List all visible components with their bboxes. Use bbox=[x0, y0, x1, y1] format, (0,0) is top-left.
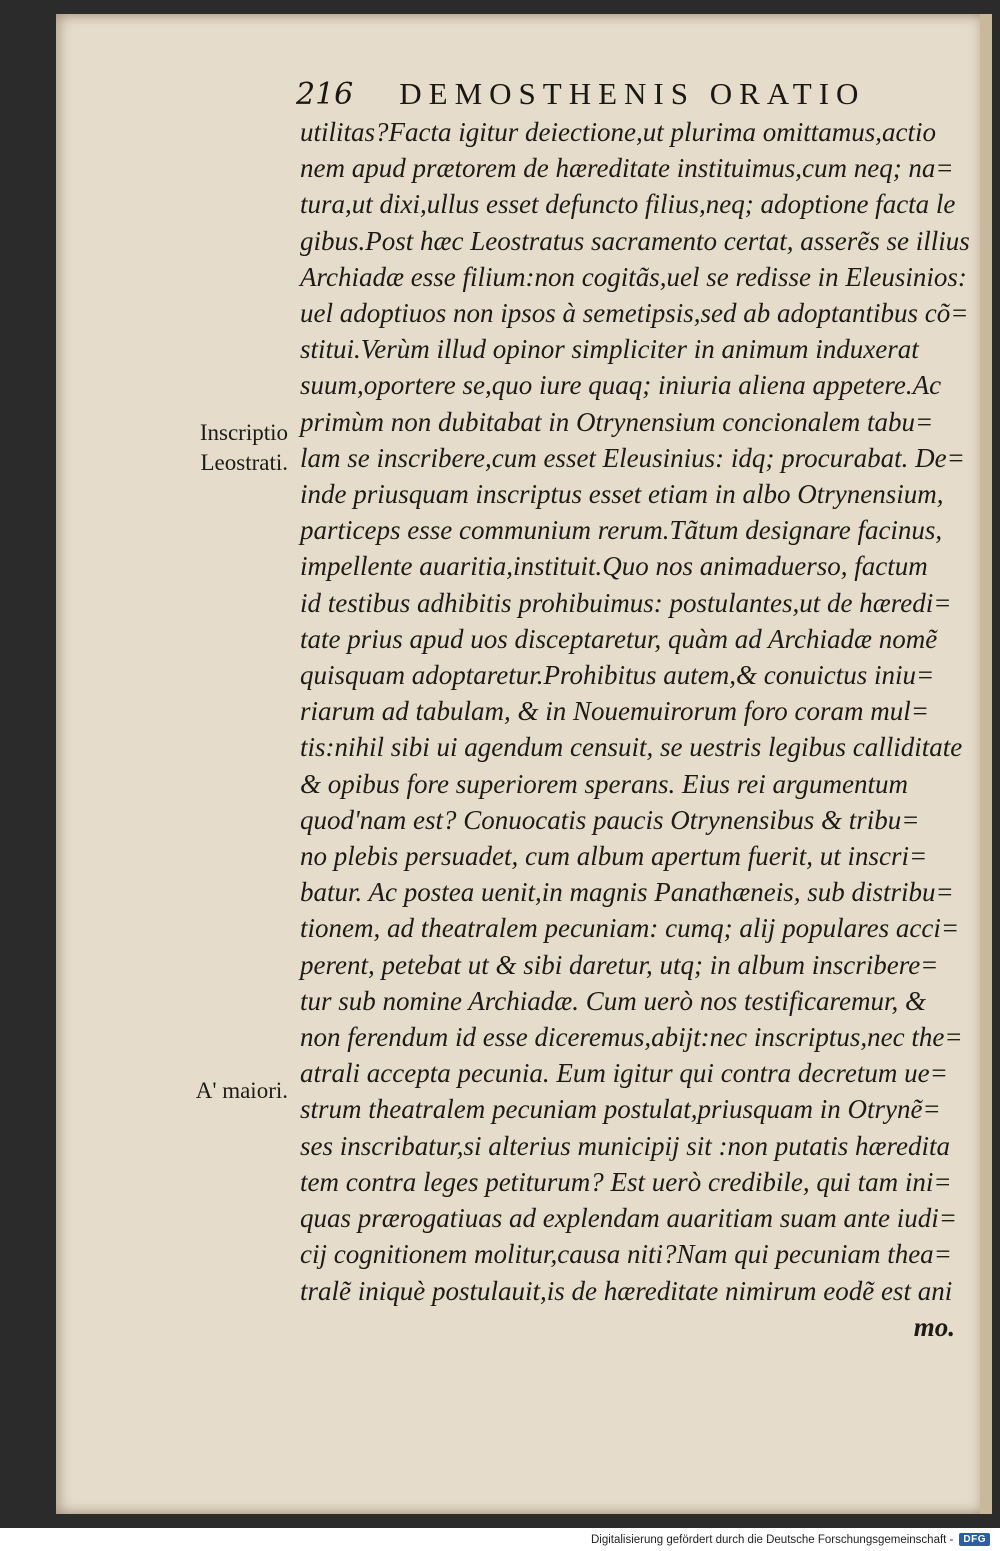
margin-note-a-maiori: A' maiori. bbox=[195, 1078, 288, 1103]
text-line: tur sub nomine Archiadæ. Cum uerò nos testificaremur, & bbox=[300, 985, 926, 1016]
text-line: tem contra leges petiturum? Est uerò credibile, qui tam ini= bbox=[300, 1166, 952, 1197]
running-header bbox=[296, 76, 896, 116]
margin-note-line: Leostrati. bbox=[200, 450, 288, 475]
text-line: ses inscribatur,si alterius municipij sit :non putatis hæredita bbox=[300, 1130, 951, 1161]
footer-credit: Digitalisierung gefördert durch die Deutsche Forschungsgemeinschaft - bbox=[590, 1533, 954, 1546]
text-line: tate prius apud uos disceptaretur, quàm ad Archiadæ nomẽ bbox=[300, 623, 938, 654]
text-line: batur. Ac postea uenit,in magnis Panathæneis, sub distribu= bbox=[300, 877, 954, 908]
text-line: cij cognitionem molitur,causa niti?Nam qui pecuniam thea= bbox=[300, 1239, 952, 1270]
text-line: atrali accepta pecunia. Eum igitur qui contra decretum ue= bbox=[300, 1058, 948, 1089]
text-line: riarum ad tabulam, & in Nouemuirorum foro coram mul= bbox=[300, 696, 929, 727]
text-line: tis:nihil sibi ui agendum censuit, se uestris legibus calliditate bbox=[300, 732, 963, 763]
margin-note-line: Inscriptio bbox=[199, 420, 288, 445]
text-line: & opibus fore superiorem sperans. Eius rei argumentum bbox=[300, 768, 908, 799]
text-line: utilitas?Facta igitur deiectione,ut plurima omittamus,actio bbox=[300, 117, 936, 147]
running-title: DEMOSTHENIS ORATIO bbox=[399, 76, 866, 111]
text-line: tralẽ iniquè postulauit,is de hæreditate nimirum eodẽ est ani bbox=[300, 1275, 953, 1306]
text-line: quas prærogatiuas ad explendam auaritiam suam ante iudi= bbox=[300, 1203, 957, 1234]
text-line: Archiadæ esse filium:non cogitãs,uel se redisse in Eleusinios: bbox=[300, 261, 967, 292]
text-line: inde priusquam inscriptus esset etiam in albo Otrynensium, bbox=[300, 479, 944, 510]
catchword: mo. bbox=[913, 1311, 955, 1342]
text-line: no plebis persuadet, cum album apertum fuerit, ut inscri= bbox=[300, 841, 928, 872]
margin-note-inscriptio bbox=[150, 418, 288, 478]
text-line: tionem, ad theatralem pecuniam: cumq; alij populares acci= bbox=[300, 913, 960, 944]
text-line: strum theatralem pecuniam postulat,priusquam in Otrynẽ= bbox=[300, 1094, 941, 1125]
text-line: gibus.Post hæc Leostratus sacramento certat, asserẽs se illius bbox=[300, 225, 970, 256]
text-line: perent, petebat ut & sibi daretur, utq; in album inscribere= bbox=[300, 949, 939, 980]
text-line: stitui.Verùm illud opinor simpliciter in animum induxerat bbox=[300, 334, 919, 365]
text-line: tura,ut dixi,ullus esset defuncto filius,neq; adoptione facta le bbox=[300, 189, 956, 220]
page-number: 216 bbox=[296, 77, 354, 112]
dfg-logo: DFG bbox=[959, 1533, 990, 1546]
text-line: uel adoptiuos non ipsos à semetipsis,sed ab adoptantibus cõ= bbox=[300, 298, 969, 329]
digitization-footer bbox=[0, 1528, 1000, 1551]
main-text-block bbox=[300, 114, 970, 1345]
text-line: primùm non dubitabat in Otrynensium concionalem tabu= bbox=[300, 406, 934, 437]
text-line: suum,oportere se,quo iure quaq; iniuria aliena appetere.Ac bbox=[300, 370, 942, 401]
text-line: id testibus adhibitis prohibuimus: postulantes,ut de hæredi= bbox=[300, 587, 952, 618]
text-line: impellente auaritia,instituit.Quo nos animaduerso, factum bbox=[300, 551, 928, 582]
text-line: lam se inscribere,cum esset Eleusinius: idq; procurabat. De= bbox=[300, 442, 965, 473]
text-line: nem apud prætorem de hæreditate instituimus,cum neq; na= bbox=[300, 153, 954, 184]
text-line: quod'nam est? Conuocatis paucis Otrynensibus & tribu= bbox=[300, 804, 920, 835]
text-line: non ferendum id esse diceremus,abijt:nec inscriptus,nec the= bbox=[300, 1022, 963, 1053]
text-line: quisquam adoptaretur.Prohibitus autem,& conuictus iniu= bbox=[300, 660, 935, 691]
page-edge bbox=[980, 14, 992, 1514]
text-line: particeps esse communium rerum.Tãtum designare facinus, bbox=[300, 515, 943, 546]
